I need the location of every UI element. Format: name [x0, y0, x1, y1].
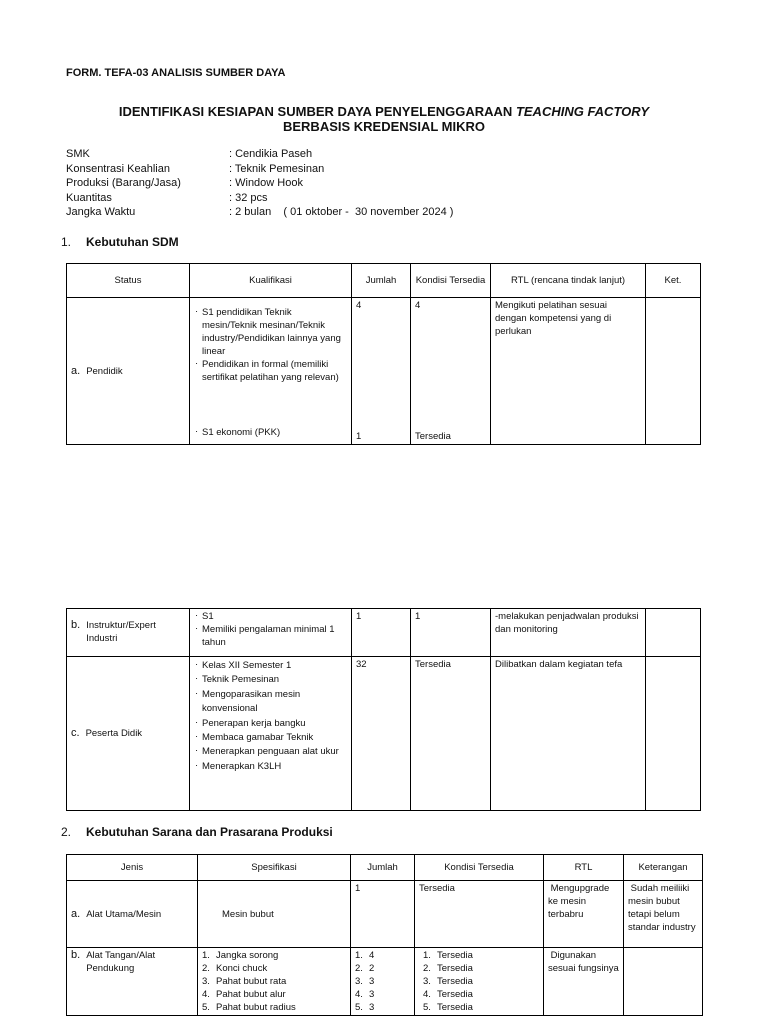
sdm-table-header-row	[67, 264, 701, 298]
row-letter: c.	[71, 727, 80, 739]
sarana-table	[66, 854, 703, 1016]
list-item: · Memiliki pengalaman minimal 1 tahun	[194, 623, 347, 649]
jenis-wrapper	[71, 949, 193, 975]
kondisi-value-2: Tersedia	[415, 431, 451, 442]
kondisi-cell-pendidik	[411, 298, 491, 445]
table-row-alat-utama	[67, 881, 703, 948]
info-label-jangka-waktu: Jangka Waktu	[66, 206, 136, 218]
document-title-line2: BERBASIS KREDENSIAL MIKRO	[282, 119, 485, 134]
row-letter: b.	[71, 949, 81, 961]
qualification-cell-pendidik	[190, 298, 352, 445]
section2-number: 2.	[61, 825, 72, 839]
title-text: IDENTIFIKASI KESIAPAN SUMBER DAYA PENYELENGGARAAN	[118, 104, 516, 119]
list-item-text: 2	[369, 963, 375, 974]
jumlah-cell-pendidik	[352, 298, 411, 445]
list-item: 4. Pahat bubut alur	[202, 989, 286, 1000]
info-value-smk: : Cendikia Paseh	[229, 148, 313, 160]
list-item-text: Tersedia	[437, 1002, 473, 1013]
keterangan-cell-alat-tangan	[624, 948, 703, 1016]
ket-cell-peserta	[646, 657, 701, 811]
qualification-list	[194, 306, 347, 384]
list-item-text: 3	[369, 989, 375, 1000]
rtl-cell-instruktur: -melakukan penjadwalan produksi dan monitoring	[491, 609, 646, 657]
qualification-list	[194, 610, 347, 649]
jumlah-list	[355, 949, 410, 1014]
section2-title: Kebutuhan Sarana dan Prasarana Produksi	[86, 825, 333, 839]
form-code: FORM. TEFA-03 ANALISIS SUMBER DAYA	[66, 67, 286, 79]
list-item: · Mengoparasikan mesin konvensional	[194, 688, 347, 717]
info-value-kuantitas: : 32 pcs	[229, 191, 268, 204]
title-italic-text: TEACHING FACTORY	[515, 104, 650, 119]
list-item: · Teknik Pemesinan	[194, 673, 347, 687]
ket-cell-pendidik	[646, 298, 701, 445]
list-item: 5. 3	[355, 1002, 375, 1013]
header-jumlah: Jumlah	[351, 855, 415, 881]
list-item: · Kelas XII Semester 1	[194, 659, 347, 673]
info-value-produksi: : Window Hook	[229, 177, 303, 189]
status-cell-peserta	[67, 657, 190, 811]
list-item-text: 3	[369, 1002, 375, 1013]
list-item-text: 4	[369, 950, 375, 961]
kondisi-cell-alat-tangan	[415, 948, 544, 1016]
sarana-table-header-row	[67, 855, 703, 881]
qualification-list	[194, 659, 347, 774]
list-item: · S1 pendidikan Teknik mesin/Teknik mesinan/Teknik industry/Pendidikan lainnya yang linear	[194, 306, 347, 358]
header-keterangan: Keterangan	[624, 855, 703, 881]
list-item-text: Pahat bubut rata	[216, 976, 287, 987]
info-label-konsentrasi: Konsentrasi Keahlian	[66, 162, 170, 175]
table-row-peserta-didik	[67, 657, 701, 811]
spesifikasi-list	[202, 949, 346, 1014]
info-label-produksi: Produksi (Barang/Jasa)	[66, 177, 181, 189]
list-item-text: Tersedia	[437, 963, 473, 974]
info-label-kuantitas: Kuantitas	[66, 191, 112, 204]
kondisi-cell-alat-utama: Tersedia	[415, 881, 544, 948]
header-rtl: RTL	[544, 855, 624, 881]
rtl-cell-pendidik: Mengikuti pelatihan sesuai dengan kompetensi yang di perlukan	[491, 298, 646, 445]
header-jenis: Jenis	[67, 855, 198, 881]
jumlah-cell-instruktur: 1	[352, 609, 411, 657]
list-item-text: Pahat bubut radius	[216, 1002, 296, 1013]
list-item-text: Pahat bubut alur	[216, 989, 286, 1000]
list-item: 4. Tersedia	[423, 989, 473, 1000]
rtl-cell-alat-utama: Mengupgrade ke mesin terbabru	[544, 881, 624, 948]
row-letter: b.	[71, 619, 81, 631]
list-item-text: Tersedia	[437, 950, 473, 961]
list-item: 5. Tersedia	[423, 1002, 473, 1013]
table-row-alat-tangan	[67, 948, 703, 1016]
section1-title: Kebutuhan SDM	[86, 235, 179, 249]
header-status: Status	[67, 264, 190, 298]
sdm-table-part2	[66, 608, 701, 811]
table-row-pendidik	[67, 298, 701, 445]
list-item: 5. Pahat bubut radius	[202, 1002, 296, 1013]
info-label-smk: SMK	[66, 148, 90, 160]
row-letter: a.	[71, 364, 81, 377]
header-kondisi: Kondisi Tersedia	[415, 855, 544, 881]
header-kondisi: Kondisi Tersedia	[411, 264, 491, 298]
table-row-instruktur	[67, 609, 701, 657]
jenis-cell-alat-tangan	[67, 948, 198, 1016]
kondisi-cell-instruktur: 1	[411, 609, 491, 657]
list-item: 3. Tersedia	[423, 976, 473, 987]
list-item-text: Jangka sorong	[216, 950, 279, 961]
list-item-text: Konci chuck	[216, 963, 268, 974]
list-item: 3. Pahat bubut rata	[202, 976, 287, 987]
kondisi-list	[419, 949, 539, 1014]
list-item: 1. Jangka sorong	[202, 950, 279, 961]
list-item: · Pendidikan in formal (memiliki sertifikat pelatihan yang relevan)	[194, 358, 347, 384]
list-item: 2. Konci chuck	[202, 963, 268, 974]
jenis-text: Alat Utama/Mesin	[86, 908, 162, 920]
list-item: · Penerapan kerja bangku	[194, 717, 347, 731]
list-item-text: Tersedia	[437, 976, 473, 987]
status-cell-instruktur	[67, 609, 190, 657]
list-item: · S1	[194, 610, 347, 623]
qualification-cell-instruktur	[190, 609, 352, 657]
spesifikasi-cell-alat-tangan	[198, 948, 351, 1016]
list-item: 2. 2	[355, 963, 375, 974]
list-item-text: 3	[369, 976, 375, 987]
jumlah-cell-alat-tangan	[351, 948, 415, 1016]
header-rtl: RTL (rencana tindak lanjut)	[491, 264, 646, 298]
kondisi-value: 4	[415, 300, 421, 311]
list-item-text: Tersedia	[437, 989, 473, 1000]
status-text: Peserta Didik	[85, 728, 143, 739]
list-item: 1. 4	[355, 950, 375, 961]
status-cell-pendidik	[67, 298, 190, 445]
spesifikasi-cell-alat-utama: Mesin bubut	[198, 881, 351, 948]
kondisi-cell-peserta: Tersedia	[411, 657, 491, 811]
jumlah-value-2: 1	[356, 431, 362, 442]
status-text: Instruktur/Expert Industri	[86, 620, 156, 644]
list-item: 1. Tersedia	[423, 950, 473, 961]
rtl-cell-alat-tangan: Digunakan sesuai fungsinya	[544, 948, 624, 1016]
list-item: 3. 3	[355, 976, 375, 987]
section1-number: 1.	[61, 235, 72, 249]
sdm-table-part1	[66, 263, 701, 445]
list-item: · Menerapkan penguaan alat ukur	[194, 745, 347, 759]
qualification-cell-peserta	[190, 657, 352, 811]
rtl-cell-peserta: Dilibatkan dalam kegiatan tefa	[491, 657, 646, 811]
jenis-text: Alat Tangan/Alat Pendukung	[86, 950, 156, 974]
jumlah-cell-alat-utama: 1	[351, 881, 415, 948]
status-text: Pendidik	[86, 365, 123, 377]
info-value-jangka-waktu: : 2 bulan ( 01 oktober - 30 november 2024 )	[229, 206, 454, 218]
ket-cell-instruktur	[646, 609, 701, 657]
header-jumlah: Jumlah	[352, 264, 411, 298]
list-item: · Menerapkan K3LH	[194, 760, 347, 774]
row-letter: a.	[71, 907, 81, 920]
qualification-list-2	[194, 426, 344, 439]
jumlah-value: 4	[356, 300, 362, 311]
keterangan-cell-alat-utama: Sudah meiliiki mesin bubut tetapi belum standar industry	[624, 881, 703, 948]
jenis-cell-alat-utama	[67, 881, 198, 948]
list-item: 2. Tersedia	[423, 963, 473, 974]
list-item: · Membaca gamabar Teknik	[194, 731, 347, 745]
info-value-konsentrasi: : Teknik Pemesinan	[229, 162, 325, 175]
jumlah-cell-peserta: 32	[352, 657, 411, 811]
list-item: 4. 3	[355, 989, 375, 1000]
header-ket: Ket.	[646, 264, 701, 298]
document-title-line1	[0, 104, 768, 119]
status-wrapper	[71, 619, 185, 645]
list-item: · S1 ekonomi (PKK)	[194, 426, 344, 439]
header-kualifikasi: Kualifikasi	[190, 264, 352, 298]
header-spesifikasi: Spesifikasi	[198, 855, 351, 881]
